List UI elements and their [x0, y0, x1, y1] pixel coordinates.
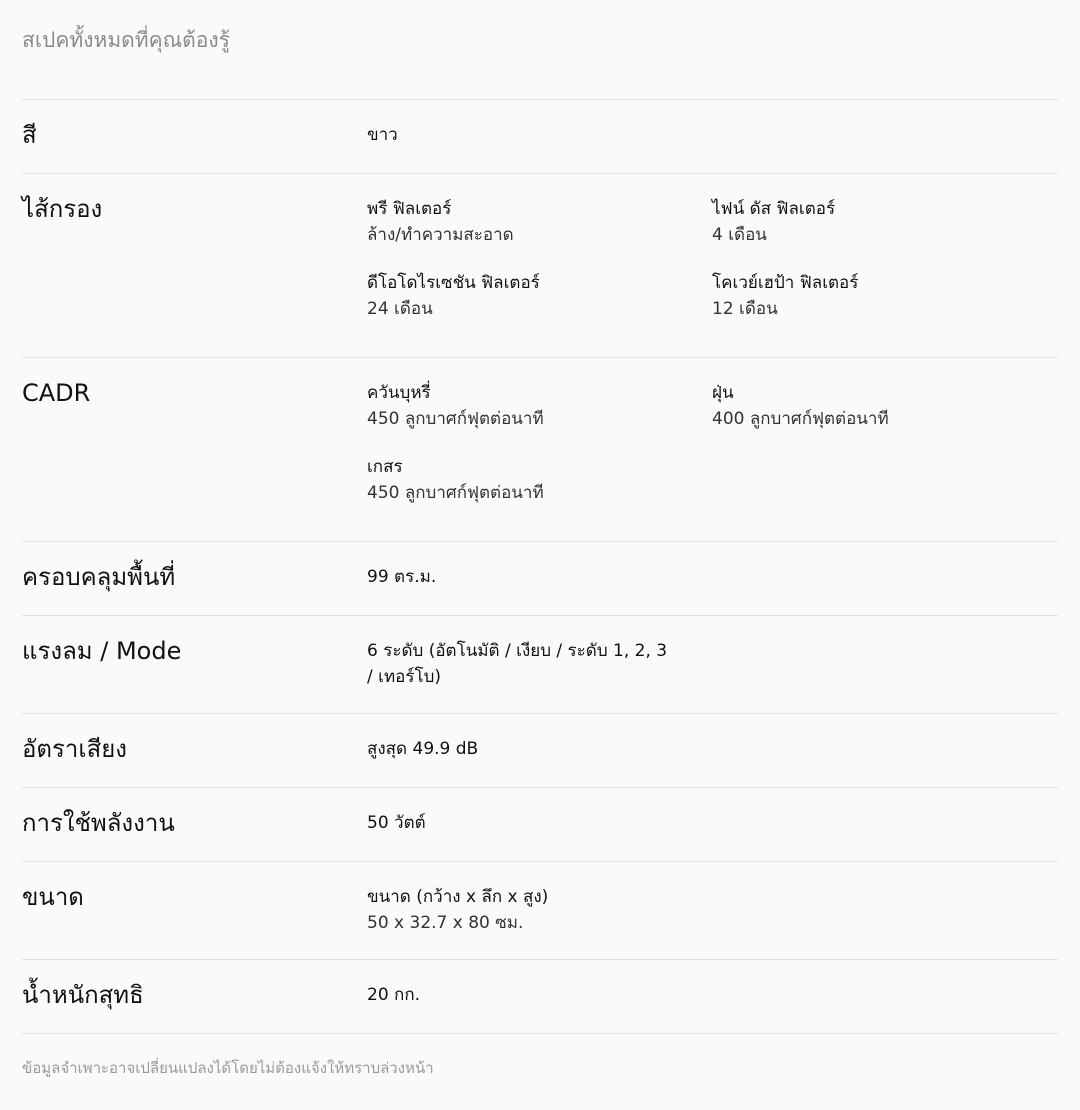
spec-value-cell [367, 810, 712, 836]
spec-label: อัตราเสียง [22, 735, 127, 763]
spec-value-cell [367, 122, 712, 148]
spec-value-cell [367, 564, 712, 590]
cadr-item-title: ฝุ่น [712, 383, 734, 403]
spec-row-weight [22, 960, 1058, 1034]
spec-label: ครอบคลุมพื้นที่ [22, 563, 176, 591]
filter-item-title: ดีโอโดไรเซชัน ฟิลเตอร์ [367, 273, 540, 293]
spec-row-power [22, 788, 1058, 862]
spec-row-size [22, 862, 1058, 960]
spec-label: ขนาด [22, 883, 84, 911]
filter-item-value: ล้าง/ทำความสะอาด [367, 225, 514, 245]
spec-label: ไส้กรอง [22, 195, 103, 223]
spec-value: 99 ตร.ม. [367, 567, 437, 587]
filter-item-title: ไฟน์ ดัส ฟิลเตอร์ [712, 199, 836, 219]
disclaimer-note: ข้อมูลจำเพาะอาจเปลี่ยนแปลงได้โดยไม่ต้องแจ้งให้ทราบล่วงหน้า [22, 1059, 434, 1077]
spec-value-cell [367, 884, 712, 936]
spec-value: สูงสุด 49.9 dB [367, 739, 479, 759]
cadr-item [367, 380, 712, 432]
spec-label: CADR [22, 379, 91, 407]
spec-value-cell [367, 638, 677, 690]
filter-item-value: 4 เดือน [712, 225, 767, 245]
cadr-item-value: 450 ลูกบาศก์ฟุตต่อนาที [367, 409, 544, 429]
page-title: สเปคทั้งหมดที่คุณต้องรู้ [22, 28, 230, 52]
spec-value-cell [367, 982, 712, 1008]
size-title: ขนาด (กว้าง x ลึก x สูง) [367, 887, 549, 907]
cadr-item-value: 450 ลูกบาศก์ฟุตต่อนาที [367, 483, 544, 503]
spec-value: 20 กก. [367, 985, 421, 1005]
spec-table [22, 99, 1058, 1034]
spec-label: สี [22, 121, 37, 149]
filter-item [712, 196, 1032, 248]
spec-value: ขาว [367, 125, 398, 145]
spec-label: แรงลม / Mode [22, 637, 182, 665]
cadr-item [367, 454, 712, 506]
spec-row-cadr [22, 358, 1058, 542]
filter-item [367, 270, 712, 322]
spec-label: การใช้พลังงาน [22, 809, 175, 837]
spec-value: 50 วัตต์ [367, 813, 426, 833]
filter-item [712, 270, 1032, 322]
spec-row-airflow [22, 616, 1058, 714]
spec-value: 6 ระดับ (อัตโนมัติ / เงียบ / ระดับ 1, 2, 3 / เทอร์โบ) [367, 641, 668, 687]
filter-item-title: โคเวย์เฮป้า ฟิลเตอร์ [712, 273, 859, 293]
cadr-item-value: 400 ลูกบาศก์ฟุตต่อนาที [712, 409, 889, 429]
size-value: 50 x 32.7 x 80 ซม. [367, 913, 524, 933]
spec-row-filter [22, 174, 1058, 358]
spec-label: น้ำหนักสุทธิ [22, 981, 144, 1009]
filter-item [367, 196, 712, 248]
spec-row-coverage [22, 542, 1058, 616]
cadr-item-title: ควันบุหรี่ [367, 383, 431, 403]
spec-value-cell [367, 736, 712, 762]
spec-row-noise [22, 714, 1058, 788]
filter-item-title: พรี ฟิลเตอร์ [367, 199, 452, 219]
cadr-item-title: เกสร [367, 457, 403, 477]
filter-item-value: 24 เดือน [367, 299, 433, 319]
cadr-item [712, 380, 1032, 432]
filter-item-value: 12 เดือน [712, 299, 778, 319]
spec-row-color [22, 100, 1058, 174]
